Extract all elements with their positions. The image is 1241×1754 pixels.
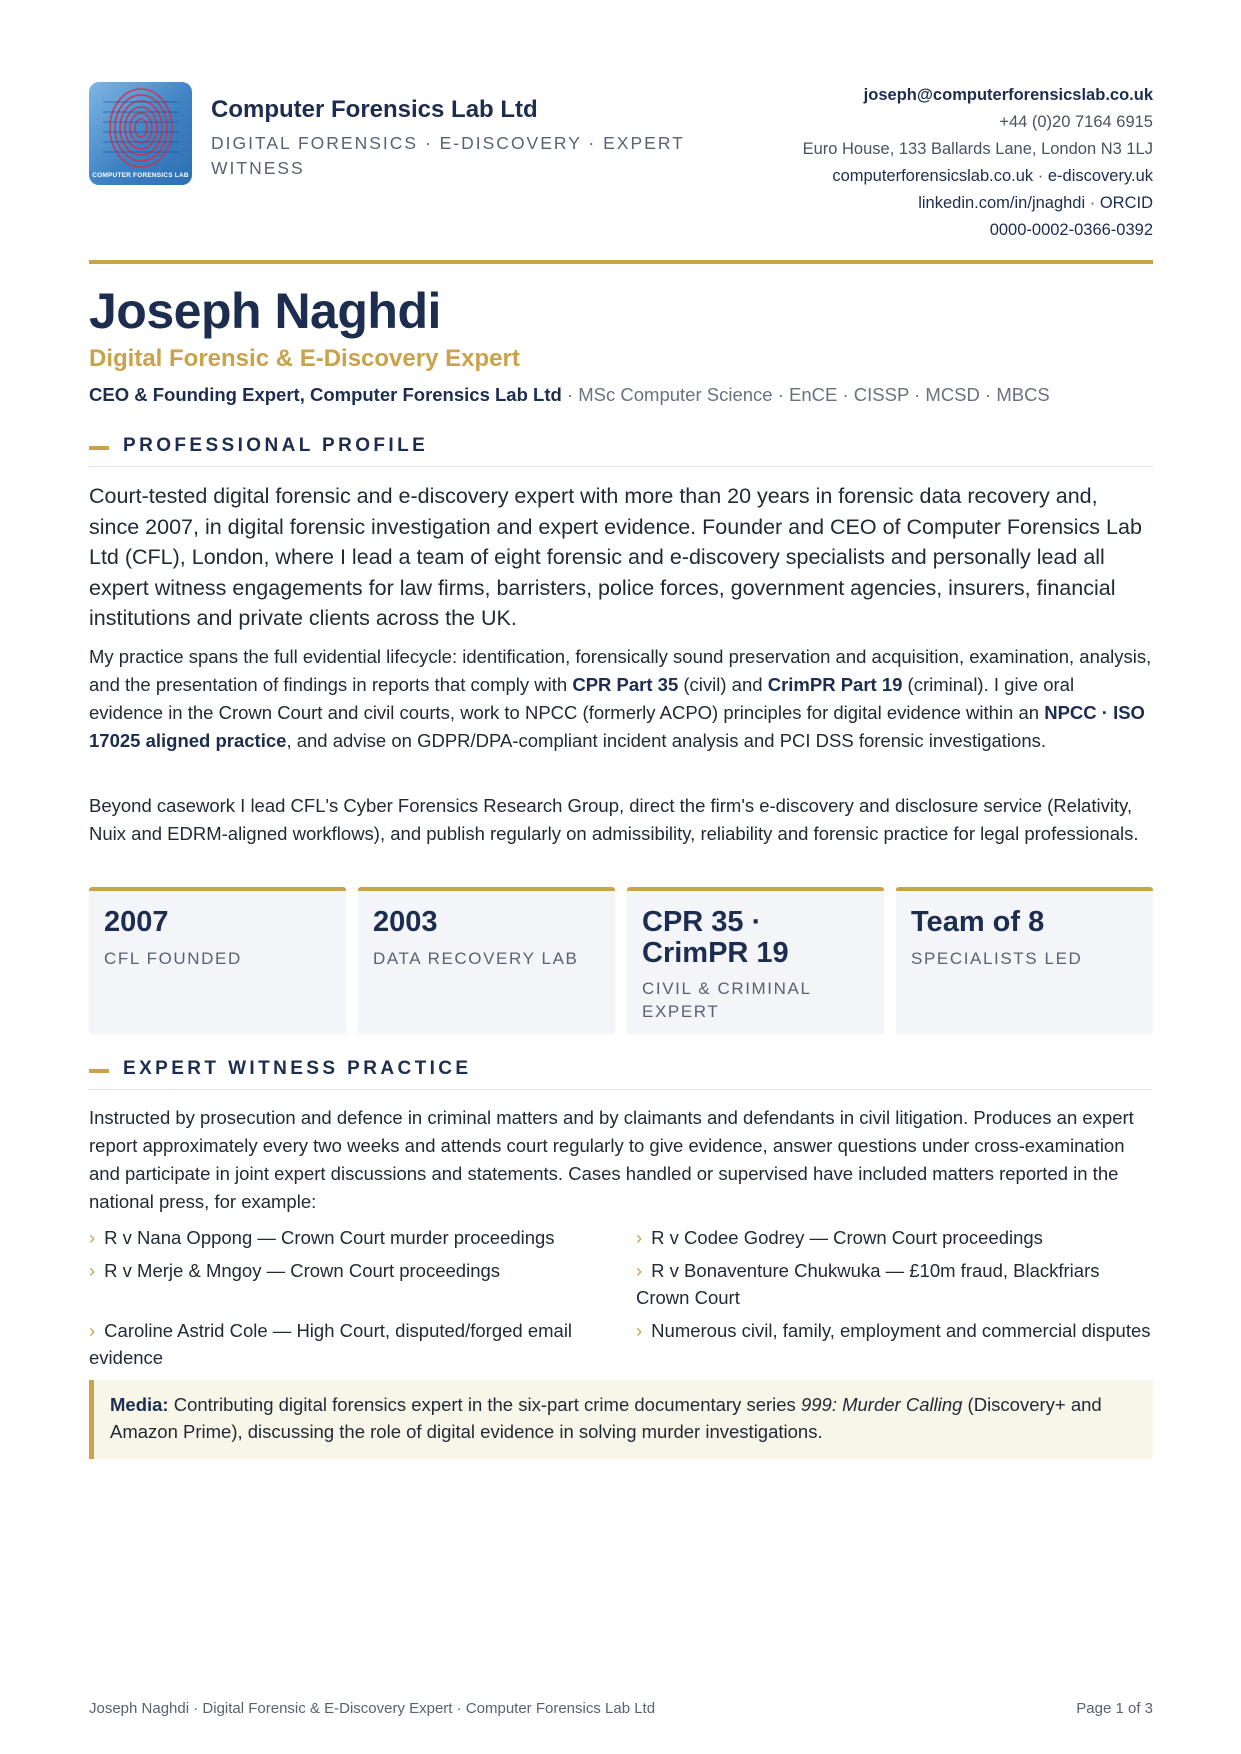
case-item: › R v Nana Oppong — Crown Court murder proceedings	[89, 1227, 555, 1248]
stat-value: CPR 35 · CrimPR 19	[642, 906, 789, 969]
chevron-right-icon: ›	[89, 1320, 96, 1341]
person-name: Joseph Naghdi	[89, 283, 441, 339]
contact-block	[803, 82, 1153, 244]
footer-text: Joseph Naghdi · Digital Forensic & E-Discovery Expert · Computer Forensics Lab Ltd	[89, 1700, 656, 1717]
letterhead	[89, 82, 1153, 254]
media-label: Media:	[110, 1394, 169, 1415]
case-item: › R v Merje & Mngoy — Crown Court proceedings	[89, 1260, 501, 1281]
stat-value: Team of 8	[911, 906, 1045, 938]
iso-highlight: NPCC · ISO 17025 aligned practice	[89, 702, 1145, 751]
orcid-id[interactable]: 0000-0002-0366-0392	[989, 221, 1153, 239]
stat-label: SPECIALISTS LED	[911, 949, 1083, 968]
media-callout	[89, 1380, 1153, 1459]
stat-label: DATA RECOVERY LAB	[373, 949, 579, 968]
media-text: Media: Contributing digital forensics expert in the six-part crime documentary series 999: Murder Calling (Discovery+ and Amazon Prime), discussing the role of digital evidence in solving murder investigations.	[110, 1394, 1102, 1442]
case-item: › R v Codee Godrey — Crown Court proceedings	[636, 1227, 1043, 1248]
logo-caption: COMPUTER FORENSICS LAB	[92, 172, 189, 179]
stat-card	[627, 887, 884, 1034]
person-role: Digital Forensic & E-Discovery Expert	[89, 345, 520, 372]
company-tagline: DIGITAL FORENSICS · E-DISCOVERY · EXPERT WITNESS	[211, 133, 685, 178]
stat-card	[896, 887, 1153, 1034]
contact-email[interactable]: joseph@computerforensicslab.co.uk	[863, 86, 1153, 104]
stat-label: CIVIL & CRIMINAL EXPERT	[642, 979, 811, 1021]
chevron-right-icon: ›	[636, 1260, 643, 1281]
stat-card	[358, 887, 615, 1034]
separator: ·	[1033, 167, 1048, 185]
stat-card	[89, 887, 346, 1034]
profile-lead: Court-tested digital forensic and e-discovery expert with more than 20 years in forensic data recovery and, since 2007, in digital forensic investigation and expert evidence. Founder and CEO of Computer Forensics Lab Ltd (CFL), London, where I lead a team of eight forensic and e-discovery specialists and personally lead all expert witness engagements for law firms, barristers, police forces, government agencies, insurers, financial institutions and private clients across the UK.	[89, 484, 1142, 630]
cpr-highlight: CPR Part 35	[572, 674, 679, 695]
company-logo	[89, 82, 192, 185]
section-title: PROFESSIONAL PROFILE	[123, 435, 429, 456]
crimpr-highlight: CrimPR Part 19	[767, 674, 903, 695]
contact-address: Euro House, 133 Ballards Lane, London N3 1LJ	[802, 140, 1153, 158]
orcid-label: ORCID	[1099, 194, 1153, 212]
header-divider	[89, 260, 1153, 264]
ediscovery-link[interactable]: e-discovery.uk	[1047, 167, 1153, 185]
case-item: › Numerous civil, family, employment and commercial disputes	[636, 1320, 1151, 1341]
stat-value: 2007	[104, 906, 169, 938]
stat-value: 2003	[373, 906, 438, 938]
chevron-right-icon: ›	[89, 1227, 96, 1248]
chevron-right-icon: ›	[636, 1320, 643, 1341]
expert-intro: Instructed by prosecution and defence in criminal matters and by claimants and defendants in civil litigation. Produces an expert report approximately every two weeks and attends court regularly to give evidence, answer questions under cross-examination and participate in joint expert discussions and statements. Cases handled or supervised have included matters reported in the national press, for example:	[89, 1107, 1134, 1212]
section-heading-profile	[89, 432, 1153, 467]
chevron-right-icon: ›	[89, 1260, 96, 1281]
company-name: Computer Forensics Lab Ltd	[211, 96, 538, 123]
position: CEO & Founding Expert, Computer Forensics Lab Ltd	[89, 384, 562, 405]
profile-paragraph-research: Beyond casework I lead CFL's Cyber Forensics Research Group, direct the firm's e-discovery and disclosure service (Relativity, Nuix and EDRM-aligned workflows), and publish regularly on admissibility, reliability and forensic practice for legal professionals.	[89, 795, 1139, 844]
case-item: › R v Bonaventure Chukwuka — £10m fraud, Blackfriars Crown Court	[636, 1260, 1100, 1308]
separator: ·	[1085, 194, 1100, 212]
section-title: EXPERT WITNESS PRACTICE	[123, 1058, 472, 1079]
page-number: Page 1 of 3	[1076, 1700, 1153, 1717]
heading-accent	[89, 1069, 109, 1073]
heading-accent	[89, 446, 109, 450]
linkedin-link[interactable]: linkedin.com/in/jnaghdi	[918, 194, 1086, 212]
credentials: · MSc Computer Science · EnCE · CISSP · MCSD · MBCS	[561, 384, 1050, 405]
credentials-line	[89, 384, 1050, 406]
section-heading-expert	[89, 1055, 1153, 1090]
fingerprint-icon	[89, 82, 192, 185]
case-item: › Caroline Astrid Cole — High Court, disputed/forged email evidence	[89, 1320, 573, 1368]
website-link[interactable]: computerforensicslab.co.uk	[832, 167, 1034, 185]
stat-label: CFL FOUNDED	[104, 949, 242, 968]
profile-paragraph-practice: My practice spans the full evidential lifecycle: identification, forensically sound preservation and acquisition, examination, analysis, and the presentation of findings in reports that comply with CPR Part 35 (civil) and CrimPR Part 19 (criminal). I give oral evidence in the Crown Court and civil courts, work to NPCC (formerly ACPO) principles for digital evidence within an NPCC · ISO 17025 aligned practice, and advise on GDPR/DPA-compliant incident analysis and PCI DSS forensic investigations.	[89, 646, 1152, 751]
documentary-title: 999: Murder Calling	[800, 1394, 963, 1415]
contact-phone: +44 (0)20 7164 6915	[999, 113, 1153, 131]
chevron-right-icon: ›	[636, 1227, 643, 1248]
